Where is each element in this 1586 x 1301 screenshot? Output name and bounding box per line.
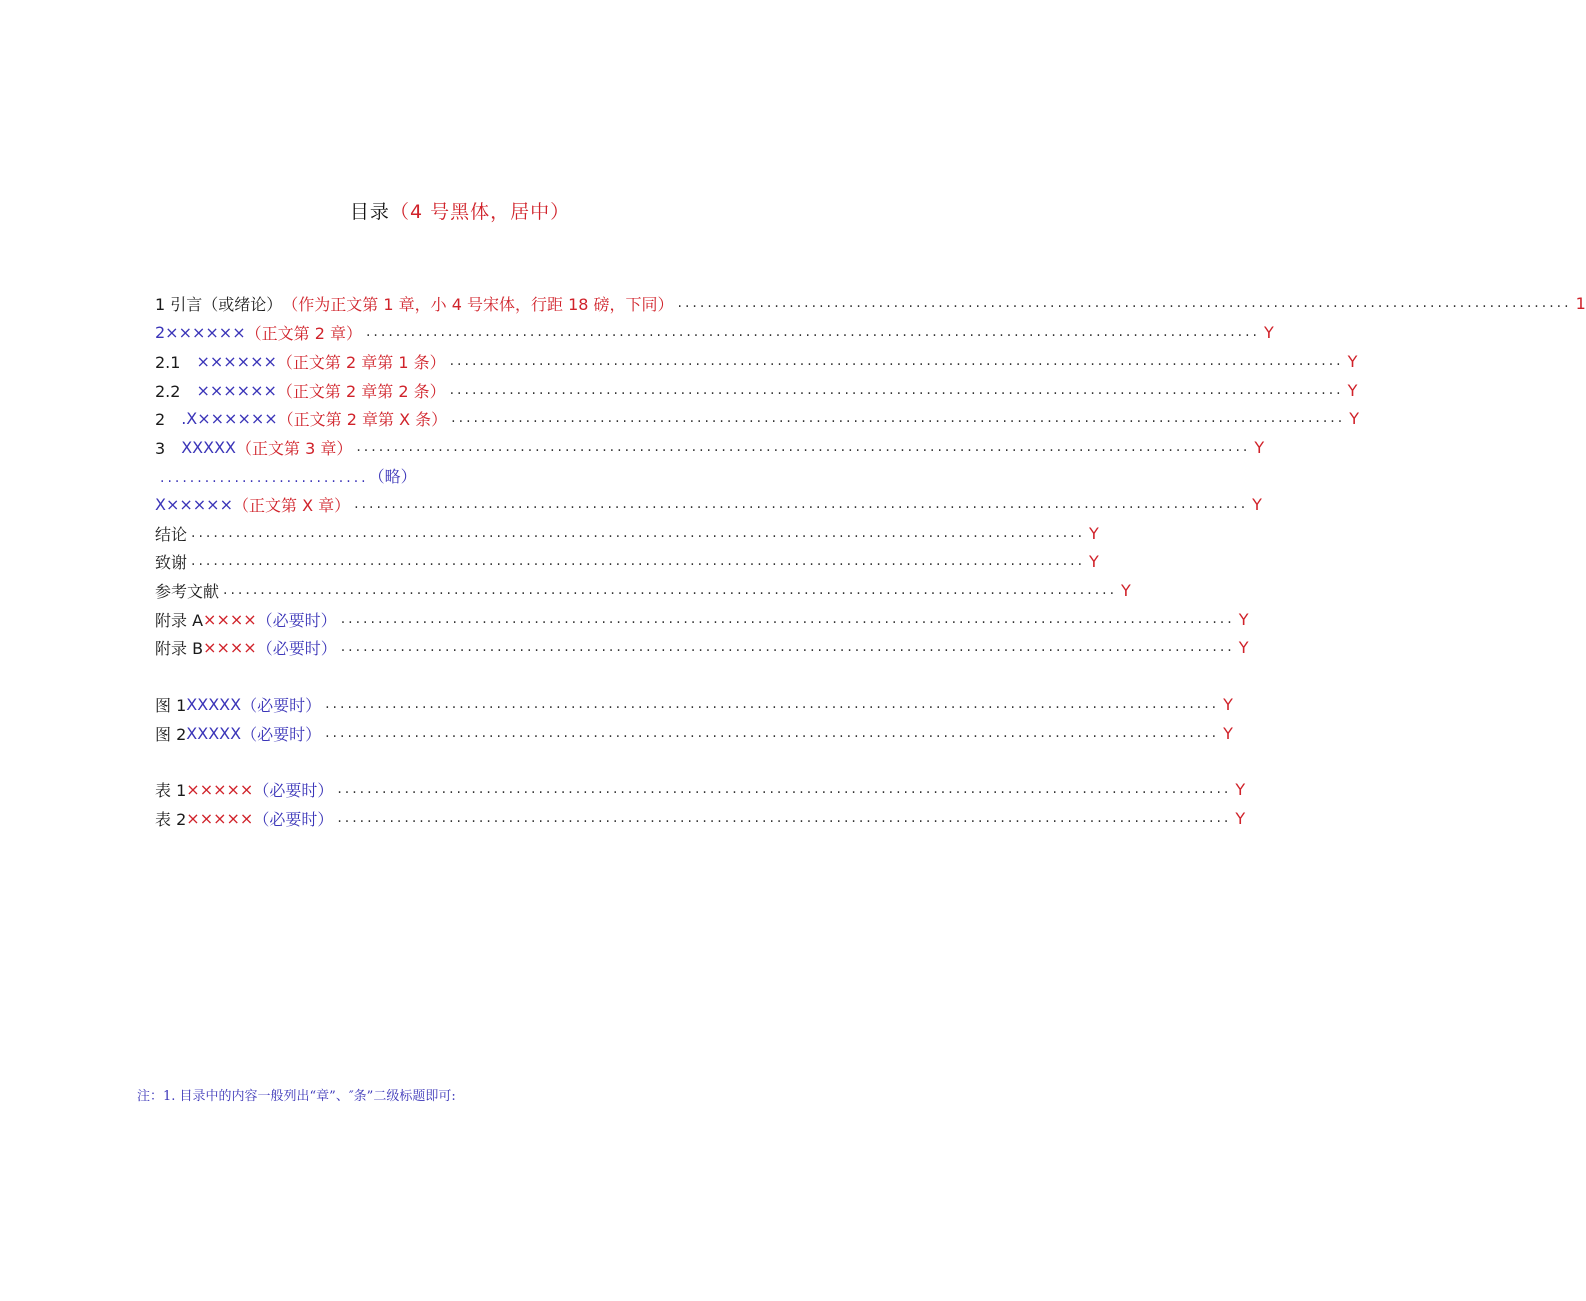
toc-entry-text: 图 2 [155,724,187,744]
toc-leader-dots: ........................................................................................................................ [449,382,1344,398]
toc-entry-text: （必要时） [256,638,337,658]
toc-entry[interactable] [155,435,1265,459]
toc-page-number: Y [1089,551,1099,571]
toc-entry-text: .X×××××× [181,408,278,428]
toc-entry-text: ××××× [186,779,254,799]
toc-entry[interactable] [155,692,1233,716]
toc-entry[interactable] [155,521,1099,545]
toc-entry-text: 2×××××× [155,322,246,342]
toc-entry-text: ×××××× [196,380,277,400]
toc-entry-text: 表 2 [155,809,187,829]
toc-entry-text: 3 [155,438,182,458]
toc-entry[interactable] [155,492,1262,516]
toc-entry[interactable] [155,721,1233,745]
toc-entry-text: X××××× [155,494,233,514]
toc-entry-text: 参考文献 [155,581,220,601]
toc-page-number: Y [1223,694,1233,714]
toc-leader-dots: ........................................................................................................................ [325,725,1220,741]
toc-entry-text: XXXXX [186,723,242,743]
toc-page-number: Y [1121,580,1131,600]
toc-page-number: Y [1347,351,1358,371]
toc-leader-dots: ........................................................................................................................ [365,324,1261,340]
toc-entry-text: 2.1 [155,352,197,372]
toc-entry-text: （正文第 X 章） [233,495,351,515]
toc-page-number: Y [1238,609,1249,629]
toc-entry-text: （正文第 2 章第 X 条） [277,409,448,429]
toc-entry-text: 致谢 [155,552,188,572]
toc-page-number: Y [1223,723,1233,743]
toc-entry[interactable] [155,349,1358,373]
toc-entry-text: （必要时） [253,809,334,829]
toc-page-number: Y [1089,523,1099,543]
toc-entry-text: （正文第 3 章） [236,438,353,458]
toc-entry[interactable] [155,406,1359,430]
toc-leader-dots: ........................................................................................................................ [191,553,1086,569]
toc-leader-dots: ........................................................................................................................ [340,639,1235,655]
toc-leader-dots: ........................................................................................................................ [340,611,1235,627]
toc-page-number: Y [1264,322,1274,342]
toc-entry-text: （正文第 2 章） [245,323,362,343]
toc-entry-text: （正文第 2 章第 1 条） [276,352,446,372]
toc-leader-dots: ........................................................................................................................ [449,353,1344,369]
page-title [0,197,920,224]
toc-leader-dots: ........................................................................................................................ [451,410,1346,426]
toc-entry-text: ×××××× [196,351,277,371]
toc-leader-dots: ........................................................................................................................ [325,696,1220,712]
toc-entry-text: 1 引言（或绪论） [155,294,283,314]
toc-entry-text: 结论 [155,524,188,544]
toc-entry-text: （必要时） [241,724,322,744]
toc-entry-text: 表 1 [155,780,187,800]
toc-leader-dots: ........................................................................................................................ [337,781,1232,797]
toc-leader-dots: ........................................................................................................................ [677,295,1572,311]
toc-leader-dots: ........................................................................................................................ [356,439,1251,455]
toc-entry[interactable] [155,578,1131,602]
toc-entry-text: （必要时） [241,695,322,715]
footnote: 注：1. 目录中的内容一般列出“章”、″条”二级标题即可: [137,1089,456,1104]
toc-page-number: Y [1238,637,1249,657]
toc-entry-text: XXXXX [181,437,236,457]
toc-page-number: Y [1252,494,1262,514]
toc-leader-dots: ........................................................................................................................ [191,525,1086,541]
toc-page-number: Y [1349,408,1359,428]
toc-entry-text: 图 1 [155,695,187,715]
toc-entry[interactable] [155,607,1249,631]
toc-ellipsis-row [160,464,417,487]
toc-entry-text: （作为正文第 1 章，小 4 号宋体，行距 18 磅，下同） [282,294,674,314]
toc-entry-text: （必要时） [256,610,337,630]
toc-entry-text: （必要时） [253,780,334,800]
toc-page-number: Y [1235,808,1246,828]
toc-entry-text: ×××× [203,609,257,629]
toc-page-number: Y [1347,380,1358,400]
toc-leader-dots: ........................................................................................................................ [223,582,1118,598]
title-format-note: （4 号黑体，居中） [389,201,571,223]
toc-page-number: 1 [1575,293,1586,313]
ellipsis-dots: ............................ [160,470,369,486]
toc-entry[interactable] [155,291,1586,315]
toc-entry-text: 2 [155,409,182,429]
ellipsis-label: （略） [368,467,417,486]
toc-entry[interactable] [155,549,1099,573]
toc-entry[interactable] [155,635,1249,659]
toc-entry-text: 附录 B [155,638,204,658]
toc-entry-text: 2.2 [155,381,197,401]
toc-page-number: Y [1235,779,1246,799]
toc-leader-dots: ........................................................................................................................ [354,496,1249,512]
toc-entry-text: XXXXX [186,694,242,714]
toc-entry-text: 附录 A [155,610,204,630]
toc-page-number: Y [1254,437,1265,457]
toc-entry[interactable] [155,777,1246,801]
toc-entry-text: ×××× [203,637,257,657]
title-main: 目录 [349,201,390,223]
toc-leader-dots: ........................................................................................................................ [337,810,1232,826]
toc-entry-text: ××××× [186,808,254,828]
toc-entry[interactable] [155,320,1274,344]
toc-entry[interactable] [155,806,1246,830]
toc-entry[interactable] [155,378,1358,402]
toc-entry-text: （正文第 2 章第 2 条） [276,381,446,401]
